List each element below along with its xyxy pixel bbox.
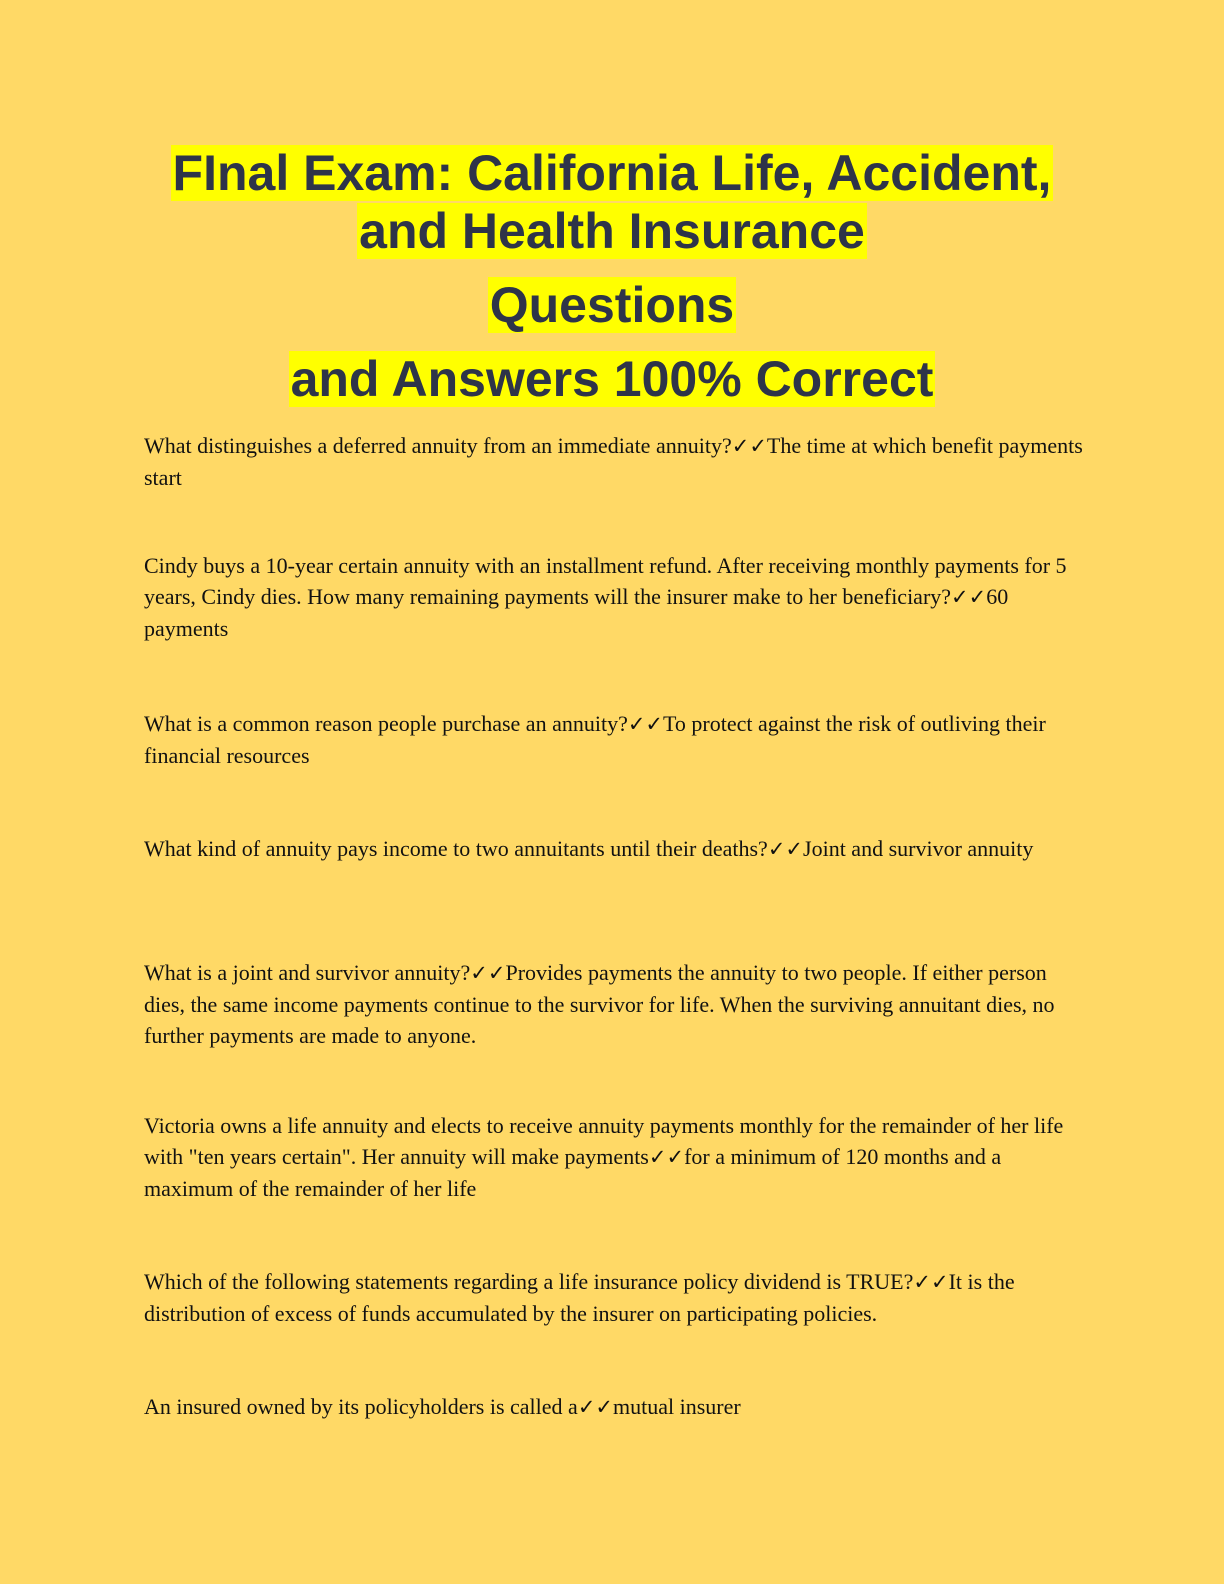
qa-item-8 <box>144 1391 1084 1423</box>
check-icon: ✓✓ <box>648 1145 685 1169</box>
qa-item-5 <box>144 957 1084 1051</box>
document-title <box>0 144 1224 408</box>
check-icon: ✓✓ <box>913 1270 949 1294</box>
question-text: Victoria owns a life annuity and elects to receive annuity payments monthly for the remainder of her life with "ten years certain". Her annuity will make payments <box>144 1113 1064 1169</box>
question-text: What kind of annuity pays income to two annuitants until their deaths? <box>144 836 768 861</box>
title-line-1: FInal Exam: California Life, Accident, <box>172 145 1052 201</box>
title-line-2: and Health Insurance <box>359 203 865 259</box>
title-line-3: Questions <box>489 277 735 333</box>
qa-item-4 <box>144 833 1084 865</box>
question-text: What is a common reason people purchase an annuity? <box>144 711 628 736</box>
answer-text: To protect against the risk of outliving their financial resources <box>144 711 1046 768</box>
answer-text: Provides payments the annuity to two people. If either person dies, the same income payments continue to the survivor for life. When the surviving annuitant dies, no further payments are made to anyone. <box>144 960 1055 1048</box>
answer-text: The time at which benefit payments start <box>144 433 1083 490</box>
question-text: Which of the following statements regarding a life insurance policy dividend is TRUE? <box>144 1269 914 1294</box>
answer-text: for a minimum of 120 months and a maximum of the remainder of her life <box>144 1144 1002 1201</box>
qa-item-2 <box>144 550 1084 644</box>
qa-item-3 <box>144 708 1084 771</box>
answer-text: 60 payments <box>144 584 1009 641</box>
qa-item-1 <box>144 430 1084 493</box>
question-text: What distinguishes a deferred annuity from an immediate annuity? <box>144 433 732 458</box>
answer-text: mutual insurer <box>613 1394 741 1419</box>
qa-item-6 <box>144 1110 1084 1204</box>
check-icon: ✓✓ <box>577 1395 614 1419</box>
check-icon: ✓✓ <box>627 712 664 736</box>
question-text: Cindy buys a 10-year certain annuity with an installment refund. After receiving monthly payments for 5 years, Cindy dies. How many remaining payments will the insurer make to her beneficiary? <box>144 553 1067 609</box>
question-text: What is a joint and survivor annuity? <box>144 960 471 985</box>
answer-text: It is the distribution of excess of funds accumulated by the insurer on participating policies. <box>144 1269 1015 1326</box>
qa-item-7 <box>144 1266 1084 1329</box>
title-line-4: and Answers 100% Correct <box>290 351 934 407</box>
check-icon: ✓✓ <box>470 961 506 985</box>
question-text: An insured owned by its policyholders is called a <box>144 1394 578 1419</box>
answer-text: Joint and survivor annuity <box>803 836 1034 861</box>
check-icon: ✓✓ <box>731 434 767 458</box>
check-icon: ✓✓ <box>767 837 804 861</box>
check-icon: ✓✓ <box>951 585 987 609</box>
